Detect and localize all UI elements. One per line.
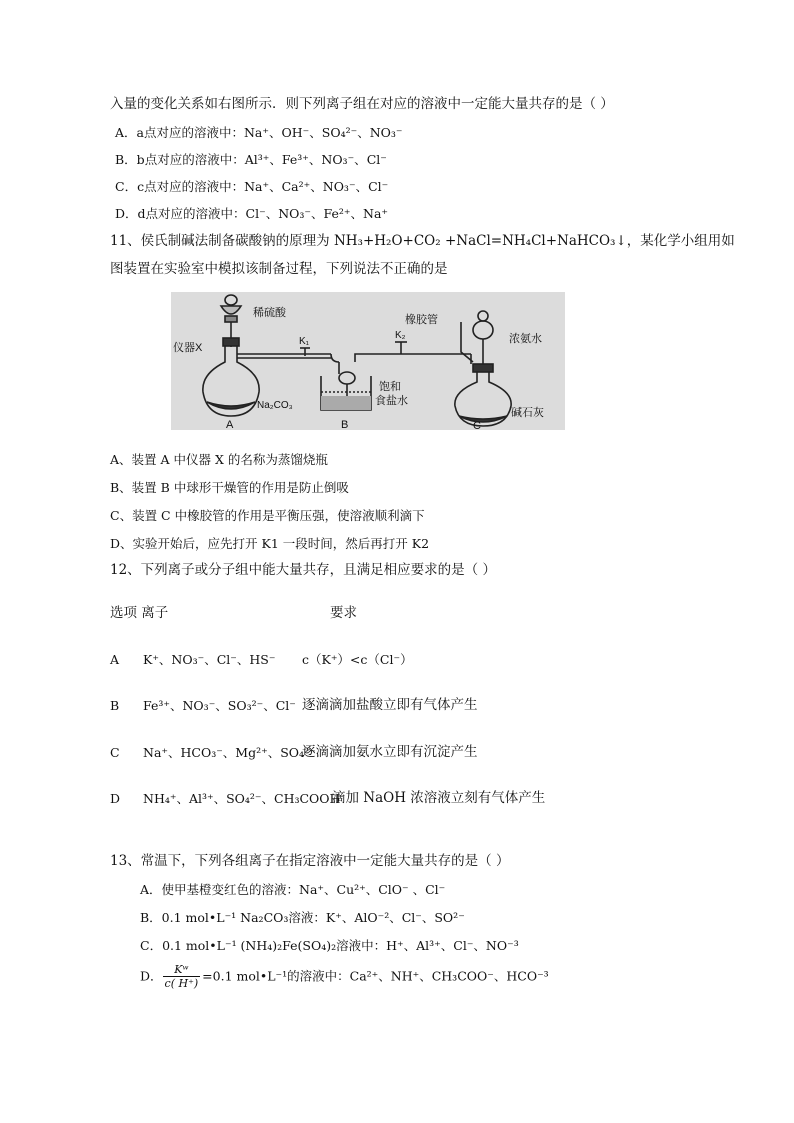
q12-row-c-opt[interactable]: C (110, 745, 120, 760)
q10-stem: 入量的变化关系如右图所示．则下列离子组在对应的溶液中一定能大量共存的是（ ） (110, 96, 614, 112)
label-instrument-x: 仪器X (173, 342, 203, 354)
label-k2: K₂ (395, 330, 406, 341)
q10-option-d[interactable]: D．d点对应的溶液中：Cl⁻、NO₃⁻、Fe²⁺、Na⁺ (115, 206, 389, 221)
apparatus-figure (171, 292, 565, 430)
q13-option-d[interactable]: D． $\frac{\text{Kʷ}}{c( H^+)}$ =0.1 mol•L⁻¹的溶液中：Ca²⁺、NH⁺、CH₃COO⁻、HCO⁻³ (140, 963, 549, 990)
q12-stem: 12、下列离子或分子组中能大量共存，且满足相应要求的是（ ） (110, 562, 496, 578)
apparatus-c (421, 311, 511, 426)
q10-option-a[interactable]: A．a点对应的溶液中：Na⁺、OH⁻、SO₄²⁻、NO₃⁻ (115, 125, 403, 140)
k2-clamp (395, 342, 407, 354)
q12-row-b-req: 逐滴滴加盐酸立即有气体产生 (302, 697, 478, 713)
q12-row-c-ions: Na⁺、HCO₃⁻、Mg²⁺、SO₄²⁻ (143, 745, 316, 760)
label-conc-ammonia: 浓氨水 (509, 333, 542, 345)
label-rubber-tube: 橡胶管 (405, 314, 438, 326)
q11-stem-line1: 11、侯氏制碱法制备碳酸钠的原理为 NH₃+H₂O+CO₂ +NaCl=NH₄Cl+NaHCO₃↓，某化学小组用如 (110, 233, 735, 249)
q12-header-option: 选项 离子 (110, 605, 169, 621)
label-brine-1: 饱和 (379, 381, 401, 393)
label-b: B (341, 419, 349, 430)
q13-stem: 13、常温下，下列各组离子在指定溶液中一定能大量共存的是（ ） (110, 853, 510, 869)
q10-option-c[interactable]: C．c点对应的溶液中：Na⁺、Ca²⁺、NO₃⁻、Cl⁻ (115, 179, 389, 194)
q12-header-requirement: 要求 (330, 605, 357, 621)
q12-row-a-ions: K⁺、NO₃⁻、Cl⁻、HS⁻ (143, 652, 276, 667)
apparatus-diagram (171, 292, 565, 430)
q12-row-d-req: 滴加 NaOH 浓溶液立刻有气体产生 (332, 790, 546, 806)
q12-row-a-req: c（K⁺）<c（Cl⁻） (302, 652, 413, 667)
q12-row-d-ions: NH₄⁺、Al³⁺、SO₄²⁻、CH₃COOH (143, 791, 341, 806)
label-k1: K₁ (299, 336, 310, 347)
q12-row-a-opt[interactable]: A (110, 652, 120, 667)
label-brine-2: 食盐水 (375, 395, 408, 407)
label-soda-lime: 碱石灰 (511, 407, 544, 419)
q10-option-b[interactable]: B．b点对应的溶液中：Al³⁺、Fe³⁺、NO₃⁻、Cl⁻ (115, 152, 387, 167)
q13-option-a[interactable]: A．使甲基橙变红色的溶液：Na⁺、Cu²⁺、ClO⁻ 、Cl⁻ (140, 882, 446, 897)
q11-stem-line2: 图装置在实验室中模拟该制备过程，下列说法不正确的是 (110, 261, 448, 277)
q13-option-b[interactable]: B．0.1 mol•L⁻¹ Na₂CO₃溶液：K⁺、AlO⁻²、Cl⁻、SO²⁻ (140, 910, 465, 925)
kw-fraction: $\frac{\text{Kʷ}}{c( H^+)}$ (164, 963, 199, 990)
q12-row-b-opt[interactable]: B (110, 698, 120, 713)
q11-option-d[interactable]: D、实验开始后，应先打开 K1 一段时间，然后再打开 K2 (110, 536, 430, 551)
q11-option-a[interactable]: A、装置 A 中仪器 X 的名称为蒸馏烧瓶 (110, 452, 328, 467)
q11-option-b[interactable]: B、装置 B 中球形干燥管的作用是防止倒吸 (110, 480, 349, 495)
q12-row-d-opt[interactable]: D (110, 791, 121, 806)
label-dilute-acid: 稀硫酸 (253, 307, 286, 319)
q13-option-c[interactable]: C．0.1 mol•L⁻¹ (NH₄)₂Fe(SO₄)₂溶液中：H⁺、Al³⁺、Cl⁻、NO⁻³ (140, 938, 519, 953)
q11-option-c[interactable]: C、装置 C 中橡胶管的作用是平衡压强，使溶液顺利滴下 (110, 508, 425, 523)
label-c: C (473, 420, 481, 430)
q12-row-c-req: 逐滴滴加氨水立即有沉淀产生 (302, 744, 478, 760)
label-na2co3: Na₂CO₃ (257, 400, 293, 411)
label-a: A (226, 419, 234, 430)
q12-row-b-ions: Fe³⁺、NO₃⁻、SO₃²⁻、Cl⁻ (143, 698, 296, 713)
